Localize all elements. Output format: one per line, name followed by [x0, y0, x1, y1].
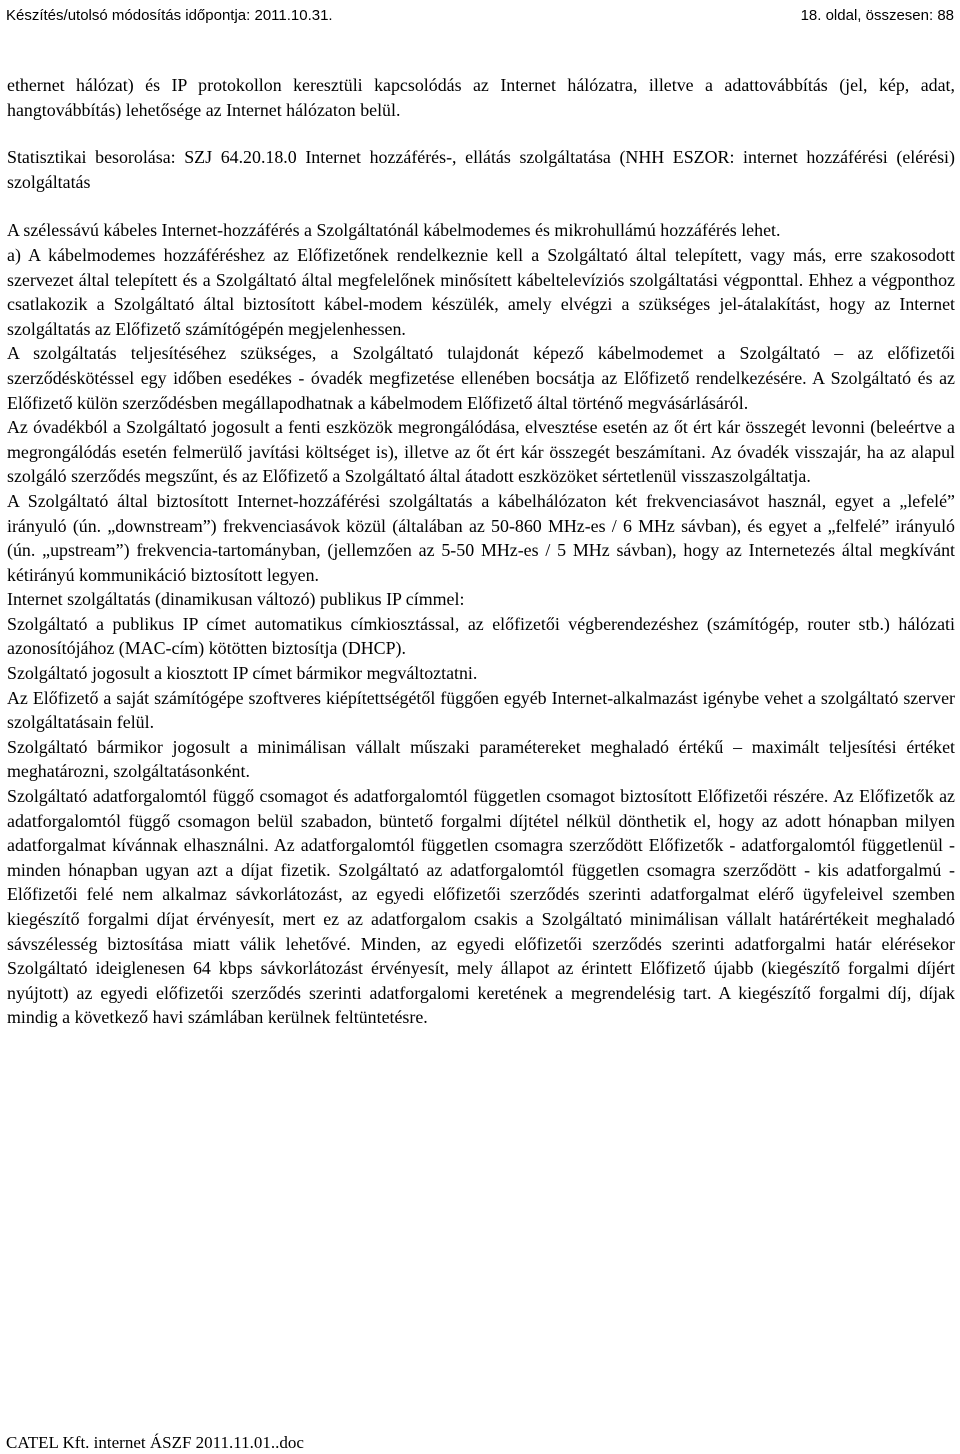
- page-footer: [6, 1432, 304, 1454]
- header-timestamp: Készítés/utolsó módosítás időpontja: 2011.10.31.: [6, 7, 333, 24]
- paragraph: Az Előfizető a saját számítógépe szoftveres kiépítettségétől függően egyéb Internet-alkalmazást igénybe vehet a szolgáltató szerver szolgáltatásain felül.: [7, 687, 955, 733]
- footer-filename: CATEL Kft. internet ÁSZF 2011.11.01..doc: [6, 1433, 304, 1452]
- paragraph: Szolgáltató jogosult a kiosztott IP címet bármikor megváltoztatni.: [7, 663, 478, 684]
- paragraph: Az óvadékból a Szolgáltató jogosult a fenti eszközök megrongálódása, elvesztése esetén az őt ért kár összegét levonni (beleértve a megrongálódás esetén felmerülő javítási költséget is), illetve az őt ért kár összegét beszámítani. Az óvadék visszajár, ha az alapul szolgáló szerződés megszűnt, és az Előfizető a Szolgáltató által átadott eszközöket sértetlenül visszaszolgáltatja.: [7, 417, 955, 487]
- paragraph: A szolgáltatás teljesítéséhez szükséges, a Szolgáltató tulajdonát képező kábelmodemet a Szolgáltató – az előfizetői szerződéskötéssel egy időben esedékes - óvadék megfizetése ellenében bocsátja az Előfizető rendelkezésére. A Szolgáltató és az Előfizető külön szerződésben megállapodhatnak a kábelmodem Előfizető által történő megvásárlásáról.: [7, 343, 955, 413]
- header-page-counter: 18. oldal, összesen: 88: [800, 7, 954, 24]
- document-body: [7, 73, 955, 1030]
- paragraph: Szolgáltató bármikor jogosult a minimálisan vállalt műszaki paramétereket meghaladó értékű – maximált teljesítési értéket meghatározni, szolgáltatásonként.: [7, 736, 955, 782]
- paragraph: A Szolgáltató által biztosított Internet-hozzáférési szolgáltatás a kábelhálózaton két frekvenciasávot használ, egyet a „lefelé” irányuló (ún. „downstream”) frekvenciasávok közül (általában az 50-860 MHz-es / 6 MHz sávban), és egyet a „felfelé” irányuló (ún. „upstream”) frekvencia-tartományban, (jellemzően az 5-50 MHz-es / 5 MHz sávban), hogy az Internetezés által megkívánt kétirányú kommunikáció biztosított legyen.: [7, 490, 955, 585]
- paragraph: Internet szolgáltatás (dinamikusan változó) publikus IP címmel:: [7, 589, 465, 610]
- paragraph: Szolgáltató adatforgalomtól függő csomagot és adatforgalomtól független csomagot biztosított Előfizetői részére. Az Előfizetők az adatforgalomtól függő csomagon belül szabadon, büntető forgalmi díjtétel nélkül dönthetik el, hogy az adott hónapban milyen adatforgalmat kívánnak elhasználni. Az adatforgalomtól független csomagra szerződött Előfizetők - adatforgalomtól függetlenül - minden hónapban ugyan azt a díjat fizetik. Szolgáltató az adatforgalomtól független csomagra szerződött - kis adatforgalmú - Előfizetői felé nem alkalmaz sávkorlátozást, az egyedi előfizetői szerződés szerinti adatforgalmat elérő ügyfeleivel szemben kiegészítő forgalmi díjat érvényesít, mert ez az adatforgalom csakis a Szolgáltató minimálisan vállalt határértékeit meghaladó sávszélesség biztosítása miatt válik lehetővé. Minden, az egyedi előfizetői szerződés szerinti adatforgalmi határ elérésekor Szolgáltató ideiglenesen 64 kbps sávkorlátozást érvényesít, mely állapot az érintett Előfizető újabb (kiegészítő forgalmi díjért nyújtott) az egyedi előfizetői szerződés szerinti adatforgalomi keretének a megrendelésig tart. A kiegészítő forgalmi díj, díjak mindig a következő havi számlában kerülnek feltüntetésre.: [7, 786, 955, 1028]
- paragraph: Statisztikai besorolása: SZJ 64.20.18.0 Internet hozzáférés-, ellátás szolgáltatása (NHH ESZOR: internet hozzáférési (elérési) szolgáltatás: [7, 147, 955, 192]
- paragraph: A szélessávú kábeles Internet-hozzáférés a Szolgáltatónál kábelmodemes és mikrohullámú hozzáférés lehet.: [7, 220, 781, 241]
- page-header: [6, 6, 954, 28]
- paragraph: ethernet hálózat) és IP protokollon keresztüli kapcsolódás az Internet hálózatra, illetve a adattovábbítás (jel, kép, adat, hangtovábbítás) lehetősége az Internet hálózaton belül.: [7, 75, 955, 120]
- paragraph: a) A kábelmodemes hozzáféréshez az Előfizetőnek rendelkeznie kell a Szolgáltató által telepített, vagy más, erre szakosodott szervezet által telepített és a Szolgáltató által megfelelőnek minősített kábeltelevíziós szolgáltatási végponttal. Ehhez a végponthoz csatlakozik a Szolgáltató által biztosított kábel-modem készülék, amely elvégzi a szükséges jel-átalakítást, hogy az Internet szolgáltatás az Előfizető számítógépén megjelenhessen.: [7, 244, 955, 339]
- paragraph: Szolgáltató a publikus IP címet automatikus címkiosztással, az előfizetői végberendezéshez (számítógép, router stb.) hálózati azonosítójához (MAC-cím) kötötten biztosítja (DHCP).: [7, 613, 955, 659]
